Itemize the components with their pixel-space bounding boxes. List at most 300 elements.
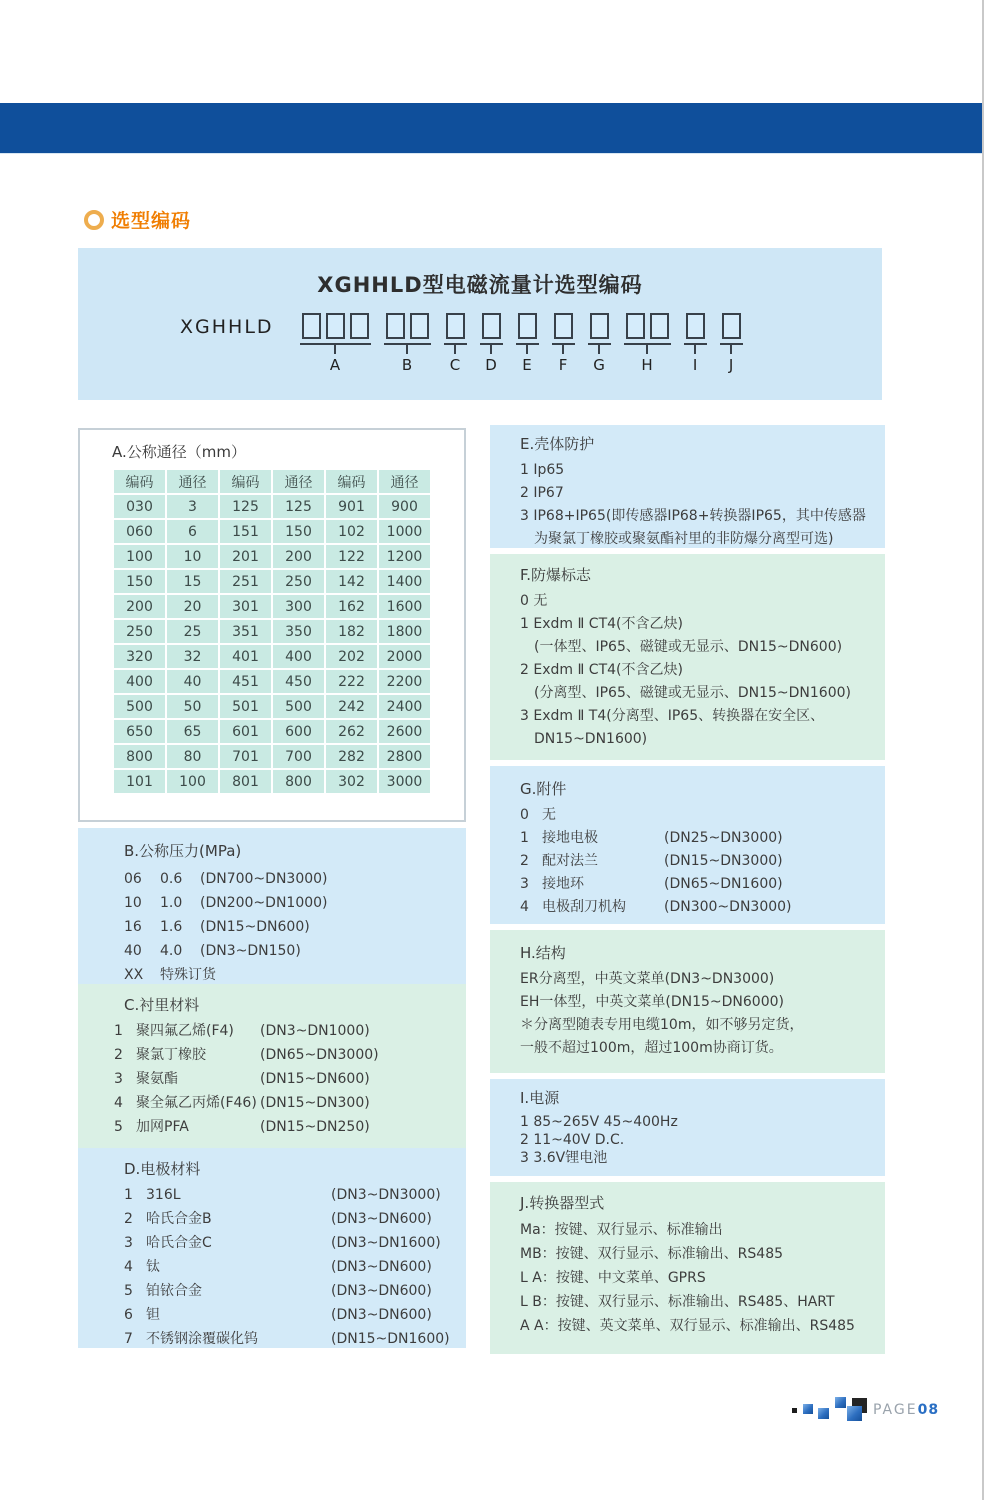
group-letter: B <box>401 356 413 374</box>
item-code: 2 <box>124 1211 133 1227</box>
panel-b-items <box>124 867 458 987</box>
spec-item <box>124 915 458 939</box>
code-boxes <box>554 313 573 339</box>
spec-line: 1 Ip65 <box>520 462 565 478</box>
table-cell: 1800 <box>379 620 430 643</box>
diameter-table-head <box>114 470 430 493</box>
item-code: 2 <box>520 853 529 869</box>
table-cell: 320 <box>114 645 165 668</box>
spec-item <box>114 1019 458 1043</box>
group-letter: A <box>329 356 341 374</box>
section-heading <box>84 206 191 233</box>
code-box <box>650 313 669 339</box>
item-code: 1 <box>520 830 529 846</box>
spec-item <box>520 827 879 850</box>
spec-item <box>124 867 458 891</box>
item-range: (DN3~DN1000) <box>260 1023 370 1039</box>
item-label: 电极刮刀机构 <box>542 899 626 915</box>
item-range: (DN700~DN3000) <box>200 871 328 887</box>
item-range: (DN300~DN3000) <box>664 899 792 915</box>
panel-f-title: F.防爆标志 <box>520 566 591 584</box>
group-letter: C <box>449 356 461 374</box>
table-cell: 2800 <box>379 745 430 768</box>
table-cell: 182 <box>326 620 377 643</box>
table-cell: 400 <box>114 670 165 693</box>
table-cell: 301 <box>220 595 271 618</box>
item-label: 加网PFA <box>136 1119 189 1135</box>
table-cell: 242 <box>326 695 377 718</box>
spec-line: 2 11~40V D.C. <box>520 1132 625 1148</box>
spec-line: MB：按键、双行显示、标准输出、RS485 <box>520 1246 784 1262</box>
footer-square-icon <box>818 1408 829 1419</box>
group-letter: E <box>522 356 532 374</box>
code-group <box>302 313 369 374</box>
group-letter: J <box>728 356 734 374</box>
panel-a-diameter <box>78 428 466 822</box>
table-cell: 600 <box>273 720 324 743</box>
footer-square-icon <box>835 1397 846 1408</box>
page-footer <box>790 1394 960 1426</box>
diagram-row <box>180 313 882 374</box>
spec-item <box>114 1067 458 1091</box>
table-cell: 32 <box>167 645 218 668</box>
panel-b-pressure <box>78 828 466 984</box>
table-cell: 6 <box>167 520 218 543</box>
spec-item <box>124 1207 458 1231</box>
table-cell: 2200 <box>379 670 430 693</box>
item-label: 哈氏合金C <box>146 1235 212 1251</box>
table-cell: 2600 <box>379 720 430 743</box>
panel-e-title: E.壳体防护 <box>520 435 595 453</box>
table-cell: 151 <box>220 520 271 543</box>
spec-line: 1 85~265V 45~400Hz <box>520 1114 678 1130</box>
panel-i-title: I.电源 <box>520 1089 560 1107</box>
table-cell: 25 <box>167 620 218 643</box>
code-group <box>722 313 741 374</box>
item-label: 聚氯丁橡胶 <box>136 1047 206 1063</box>
table-cell: 65 <box>167 720 218 743</box>
panel-g-title: G.附件 <box>520 780 567 798</box>
diameter-table <box>112 468 432 795</box>
table-cell: 900 <box>379 495 430 518</box>
spec-item <box>124 891 458 915</box>
table-cell: 3000 <box>379 770 430 793</box>
table-cell: 901 <box>326 495 377 518</box>
table-row <box>114 595 430 618</box>
spec-item <box>124 1255 458 1279</box>
code-box <box>386 313 405 339</box>
table-row <box>114 670 430 693</box>
code-group <box>686 313 705 374</box>
item-range: (DN3~DN600) <box>331 1307 432 1323</box>
panel-c-items <box>114 1019 458 1139</box>
panel-b-title: B.公称压力(MPa) <box>124 842 242 860</box>
table-cell: 350 <box>273 620 324 643</box>
item-label: 不锈钢涂覆碳化钨 <box>146 1331 258 1347</box>
table-cell: 500 <box>114 695 165 718</box>
item-label: 1.6 <box>160 919 183 935</box>
item-label: 聚氨酯 <box>136 1071 178 1087</box>
table-cell: 3 <box>167 495 218 518</box>
code-box <box>446 313 465 339</box>
group-tick <box>334 345 336 354</box>
table-cell: 300 <box>273 595 324 618</box>
item-code: 3 <box>114 1071 123 1087</box>
footer-page-number: 08 <box>917 1402 940 1418</box>
code-boxes <box>386 313 429 339</box>
item-label: 钽 <box>146 1307 160 1323</box>
table-cell: 1400 <box>379 570 430 593</box>
item-code: 3 <box>124 1235 133 1251</box>
spec-line: 为聚氯丁橡胶或聚氨酯衬里的非防爆分离型可选) <box>534 531 834 547</box>
table-cell: 401 <box>220 645 271 668</box>
spec-line: ER分离型，中英文菜单(DN3~DN3000) <box>520 971 775 987</box>
item-range: (DN3~DN150) <box>200 943 301 959</box>
table-cell: 202 <box>326 645 377 668</box>
table-cell: 10 <box>167 545 218 568</box>
spec-line: (一体型、IP65、磁键或无显示、DN15~DN600) <box>534 639 843 655</box>
table-header-row <box>114 470 430 493</box>
group-letter: G <box>593 356 605 374</box>
spec-line: (分离型、IP65、磁键或无显示、DN15~DN1600) <box>534 685 851 701</box>
item-range: (DN15~DN600) <box>200 919 310 935</box>
table-cell: 201 <box>220 545 271 568</box>
item-label: 哈氏合金B <box>146 1211 212 1227</box>
spec-item <box>114 1115 458 1139</box>
table-cell: 150 <box>273 520 324 543</box>
code-box <box>326 313 345 339</box>
item-code: 6 <box>124 1307 133 1323</box>
item-range: (DN15~DN250) <box>260 1119 370 1135</box>
table-header-cell: 编码 <box>114 470 165 493</box>
table-cell: 125 <box>273 495 324 518</box>
table-cell: 060 <box>114 520 165 543</box>
code-box <box>554 313 573 339</box>
footer-square-icon <box>803 1404 813 1414</box>
item-code: 4 <box>520 899 529 915</box>
table-row <box>114 770 430 793</box>
item-label: 钛 <box>146 1259 160 1275</box>
code-box <box>686 313 705 339</box>
code-group <box>518 313 537 374</box>
item-code: 1 <box>114 1023 123 1039</box>
table-cell: 701 <box>220 745 271 768</box>
table-row <box>114 745 430 768</box>
spec-item <box>124 1327 458 1351</box>
item-code: 5 <box>114 1119 123 1135</box>
table-row <box>114 720 430 743</box>
code-box <box>626 313 645 339</box>
table-cell: 501 <box>220 695 271 718</box>
table-cell: 200 <box>273 545 324 568</box>
item-label: 配对法兰 <box>542 853 598 869</box>
table-cell: 100 <box>167 770 218 793</box>
table-cell: 450 <box>273 670 324 693</box>
item-label: 1.0 <box>160 895 183 911</box>
table-cell: 80 <box>167 745 218 768</box>
code-boxes <box>446 313 465 339</box>
table-cell: 2400 <box>379 695 430 718</box>
item-range: (DN200~DN1000) <box>200 895 328 911</box>
spec-item <box>114 1091 458 1115</box>
code-boxes <box>482 313 501 339</box>
code-box <box>410 313 429 339</box>
table-cell: 1600 <box>379 595 430 618</box>
code-group <box>554 313 573 374</box>
item-range: (DN15~DN300) <box>260 1095 370 1111</box>
group-letter: F <box>558 356 568 374</box>
item-code: 0 <box>520 807 529 823</box>
item-range: (DN3~DN3000) <box>331 1187 441 1203</box>
spec-item <box>124 1231 458 1255</box>
panel-g-items <box>520 804 879 919</box>
group-tick <box>490 345 492 354</box>
item-label: 316L <box>146 1187 181 1203</box>
table-cell: 102 <box>326 520 377 543</box>
code-box <box>482 313 501 339</box>
table-row <box>114 495 430 518</box>
spec-line: 2 IP67 <box>520 485 564 501</box>
item-range: (DN3~DN600) <box>331 1283 432 1299</box>
spec-line: 3 3.6V锂电池 <box>520 1150 608 1166</box>
code-boxes <box>686 313 705 339</box>
table-cell: 650 <box>114 720 165 743</box>
table-row <box>114 695 430 718</box>
item-code: 4 <box>124 1259 133 1275</box>
panel-h-lines <box>520 968 879 1060</box>
code-group <box>446 313 465 374</box>
panel-g-accessories <box>490 766 885 924</box>
spec-item <box>520 896 879 919</box>
panel-j-title: J.转换器型式 <box>520 1194 605 1212</box>
panel-f-lines <box>520 590 879 751</box>
spec-line: 0 无 <box>520 593 548 609</box>
spec-line: ＊分离型随表专用电缆10m，如不够另定货， <box>520 1017 804 1033</box>
item-code: 1 <box>124 1187 133 1203</box>
item-range: (DN3~DN600) <box>331 1211 432 1227</box>
spec-line: EH一体型，中英文菜单(DN15~DN6000) <box>520 994 784 1010</box>
item-code: 16 <box>124 919 142 935</box>
table-cell: 150 <box>114 570 165 593</box>
model-code-panel <box>78 248 882 400</box>
panel-i-lines <box>520 1113 879 1167</box>
group-tick <box>730 345 732 354</box>
item-code: 7 <box>124 1331 133 1347</box>
panel-a-title: A.公称通径（mm） <box>112 443 246 461</box>
item-code: 10 <box>124 895 142 911</box>
item-range: (DN15~DN600) <box>260 1071 370 1087</box>
code-box <box>350 313 369 339</box>
spec-item <box>124 1279 458 1303</box>
code-groups <box>302 313 741 374</box>
diagram-title: XGHHLD型电磁流量计选型编码 <box>317 273 643 297</box>
spec-line: 1 Exdm Ⅱ CT4(不含乙炔) <box>520 616 683 632</box>
right-column <box>490 425 885 1360</box>
item-range: (DN65~DN3000) <box>260 1047 379 1063</box>
model-prefix: XGHHLD <box>180 316 274 338</box>
footer-square-icon <box>792 1408 797 1413</box>
item-range: (DN65~DN1600) <box>664 876 783 892</box>
panel-i-power <box>490 1079 885 1176</box>
item-code: 4 <box>114 1095 123 1111</box>
item-range: (DN15~DN3000) <box>664 853 783 869</box>
code-boxes <box>518 313 537 339</box>
item-label: 0.6 <box>160 871 183 887</box>
item-range: (DN25~DN3000) <box>664 830 783 846</box>
panel-e-lines <box>520 459 879 551</box>
diameter-table-body <box>114 495 430 793</box>
spec-item <box>124 1183 458 1207</box>
item-code: 06 <box>124 871 142 887</box>
panel-d-title: D.电极材料 <box>124 1160 201 1178</box>
table-cell: 40 <box>167 670 218 693</box>
code-box <box>722 313 741 339</box>
group-letter: I <box>692 356 698 374</box>
table-row <box>114 520 430 543</box>
item-code: 5 <box>124 1283 133 1299</box>
table-cell: 122 <box>326 545 377 568</box>
group-tick <box>454 345 456 354</box>
item-label: 聚四氟乙烯(F4) <box>136 1023 234 1039</box>
code-boxes <box>302 313 369 339</box>
group-tick <box>598 345 600 354</box>
item-code: 2 <box>114 1047 123 1063</box>
item-code: 40 <box>124 943 142 959</box>
item-code: 3 <box>520 876 529 892</box>
table-cell: 200 <box>114 595 165 618</box>
footer-square-icon <box>847 1406 862 1421</box>
item-label: 铂铱合金 <box>146 1283 202 1299</box>
spec-line: 一般不超过100m，超过100m协商订货。 <box>520 1040 783 1056</box>
table-cell: 251 <box>220 570 271 593</box>
table-row <box>114 570 430 593</box>
spec-line: A A：按键、英文菜单、双行显示、标准输出、RS485 <box>520 1318 855 1334</box>
item-label: 聚全氟乙丙烯(F46) <box>136 1095 257 1111</box>
code-group <box>482 313 501 374</box>
table-cell: 1200 <box>379 545 430 568</box>
table-cell: 222 <box>326 670 377 693</box>
table-cell: 2000 <box>379 645 430 668</box>
spec-line: 3 IP68+IP65(即传感器IP68+转换器IP65，其中传感器 <box>520 508 866 524</box>
section-bullet-icon <box>84 210 104 230</box>
code-boxes <box>722 313 741 339</box>
section-title: 选型编码 <box>111 210 192 232</box>
spec-item <box>114 1043 458 1067</box>
table-cell: 451 <box>220 670 271 693</box>
spec-line: DN15~DN1600) <box>534 731 648 747</box>
table-cell: 250 <box>273 570 324 593</box>
table-cell: 700 <box>273 745 324 768</box>
spec-item <box>520 873 879 896</box>
spec-line: 3 Exdm Ⅱ T4(分离型、IP65、转换器在安全区、 <box>520 708 825 724</box>
footer-page-label: PAGE <box>873 1402 918 1418</box>
group-tick <box>646 345 648 354</box>
panel-c-lining <box>78 984 466 1148</box>
table-cell: 20 <box>167 595 218 618</box>
code-group <box>626 313 669 374</box>
table-cell: 500 <box>273 695 324 718</box>
table-cell: 801 <box>220 770 271 793</box>
spec-item <box>520 804 879 827</box>
table-cell: 142 <box>326 570 377 593</box>
item-label: 接地电极 <box>542 830 598 846</box>
table-cell: 302 <box>326 770 377 793</box>
header-band <box>0 103 984 154</box>
table-cell: 162 <box>326 595 377 618</box>
table-header-cell: 通径 <box>273 470 324 493</box>
code-boxes <box>590 313 609 339</box>
table-header-cell: 编码 <box>220 470 271 493</box>
table-cell: 800 <box>273 770 324 793</box>
spec-line: L B：按键、双行显示、标准输出、RS485、HART <box>520 1294 835 1310</box>
panel-d-items <box>124 1183 458 1351</box>
table-cell: 125 <box>220 495 271 518</box>
table-cell: 101 <box>114 770 165 793</box>
table-cell: 250 <box>114 620 165 643</box>
panel-c-title: C.衬里材料 <box>124 996 200 1014</box>
panel-f-explosion-proof <box>490 554 885 760</box>
group-letter: D <box>485 356 497 374</box>
table-header-cell: 通径 <box>167 470 218 493</box>
code-box <box>518 313 537 339</box>
code-boxes <box>626 313 669 339</box>
table-cell: 100 <box>114 545 165 568</box>
table-cell: 601 <box>220 720 271 743</box>
table-cell: 1000 <box>379 520 430 543</box>
panel-e-enclosure <box>490 425 885 548</box>
code-box <box>590 313 609 339</box>
spec-item <box>520 850 879 873</box>
item-label: 接地环 <box>542 876 584 892</box>
table-header-cell: 通径 <box>379 470 430 493</box>
table-cell: 400 <box>273 645 324 668</box>
code-box <box>302 313 321 339</box>
item-range: (DN3~DN600) <box>331 1259 432 1275</box>
spec-item <box>124 1303 458 1327</box>
item-label: 无 <box>542 807 556 823</box>
left-column <box>78 428 466 1348</box>
table-cell: 50 <box>167 695 218 718</box>
table-cell: 15 <box>167 570 218 593</box>
panel-j-converter <box>490 1182 885 1354</box>
table-row <box>114 620 430 643</box>
group-tick <box>694 345 696 354</box>
item-range: (DN15~DN1600) <box>331 1331 450 1347</box>
group-tick <box>562 345 564 354</box>
table-cell: 800 <box>114 745 165 768</box>
table-cell: 262 <box>326 720 377 743</box>
panel-h-title: H.结构 <box>520 944 566 962</box>
spec-line: 2 Exdm Ⅱ CT4(不含乙炔) <box>520 662 683 678</box>
spec-item <box>124 939 458 963</box>
item-label: 4.0 <box>160 943 183 959</box>
code-group <box>386 313 429 374</box>
table-header-cell: 编码 <box>326 470 377 493</box>
group-tick <box>406 345 408 354</box>
code-group <box>590 313 609 374</box>
group-tick <box>526 345 528 354</box>
table-row <box>114 645 430 668</box>
item-code: XX <box>124 967 144 983</box>
panel-j-lines <box>520 1218 879 1338</box>
table-cell: 030 <box>114 495 165 518</box>
item-range: (DN3~DN1600) <box>331 1235 441 1251</box>
item-label: 特殊订货 <box>160 967 216 983</box>
group-letter: H <box>641 356 653 374</box>
panel-h-structure <box>490 930 885 1073</box>
table-cell: 282 <box>326 745 377 768</box>
panel-d-electrode <box>78 1148 466 1348</box>
